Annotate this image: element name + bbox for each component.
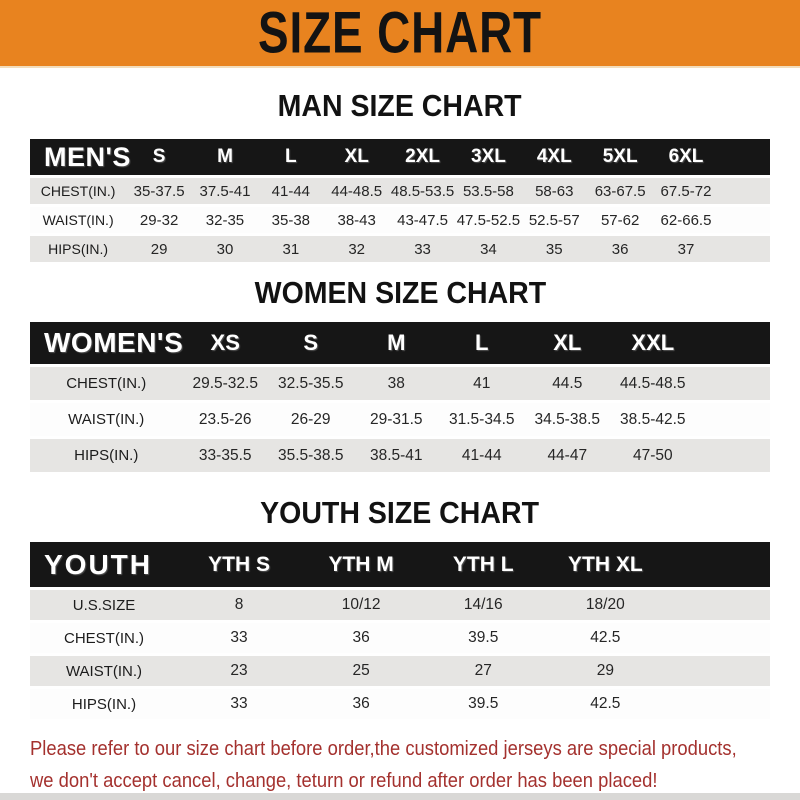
cell: 42.5	[590, 695, 621, 712]
cell: 44.5-48.5	[620, 374, 686, 392]
table-row	[30, 178, 770, 204]
cell: 48.5-53.5	[390, 182, 455, 200]
cell: 32-35	[205, 211, 245, 229]
cell: 36	[611, 240, 629, 258]
cell: 52.5-57	[528, 211, 580, 229]
cell-spacer	[696, 367, 770, 400]
header-spacer	[696, 322, 770, 364]
cell: 8	[234, 596, 244, 613]
youth-section-heading-text: YOUTH SIZE CHART	[260, 495, 540, 530]
table-row	[30, 403, 770, 436]
column-header: 2XL	[390, 139, 456, 175]
disclaimer-line-2: we don't accept cancel, change, teturn or refund after order has been placed!	[30, 770, 658, 792]
cell-spacer	[696, 403, 770, 436]
table-title: WOMEN'S	[30, 322, 182, 364]
cell: 38-43	[337, 211, 376, 229]
banner-title: SIZE CHART	[258, 0, 542, 66]
cell: 34.5-38.5	[534, 410, 601, 428]
women-section-heading-text: WOMEN SIZE CHART	[254, 275, 546, 310]
cell: 38.5-42.5	[620, 410, 686, 428]
cell: 35.5-38.5	[277, 446, 344, 464]
row-label: HIPS(IN.)	[48, 241, 109, 257]
column-header: YTH XL	[544, 542, 666, 587]
cell: 34	[480, 240, 497, 258]
cell: 37	[677, 240, 695, 258]
column-header: XL	[324, 139, 390, 175]
cell-spacer	[696, 439, 770, 472]
men-section-heading	[0, 90, 800, 122]
cell: 14/16	[463, 596, 503, 613]
header-spacer	[666, 542, 770, 587]
cell: 44-47	[547, 446, 588, 464]
column-header: S	[126, 139, 192, 175]
youth-section	[0, 497, 800, 722]
cell: 53.5-58	[462, 182, 514, 200]
cell: 39.5	[468, 695, 499, 712]
women-section-heading	[0, 277, 800, 309]
row-label: CHEST(IN.)	[40, 183, 116, 199]
cell: 29	[150, 240, 168, 258]
cell-spacer	[719, 178, 770, 204]
column-header: L	[258, 139, 324, 175]
cell: 35	[545, 240, 563, 258]
table-row	[30, 590, 770, 620]
row-label: CHEST(IN.)	[66, 375, 147, 392]
row-label: HIPS(IN.)	[71, 695, 137, 713]
column-header: 5XL	[587, 139, 653, 175]
cell: 29.5-32.5	[192, 374, 258, 392]
column-header: XS	[182, 322, 268, 364]
cell: 25	[352, 662, 370, 679]
cell: 41	[473, 374, 491, 392]
cell-spacer	[666, 623, 770, 653]
youth-section-heading	[0, 497, 800, 529]
cell: 29	[596, 662, 614, 679]
men-size-table	[30, 136, 770, 265]
youth-size-table	[30, 539, 770, 722]
table-row	[30, 207, 770, 233]
cell: 30	[216, 240, 234, 258]
women-size-table	[30, 319, 770, 475]
cell: 33	[230, 629, 248, 646]
column-header: 6XL	[653, 139, 719, 175]
cell: 47-50	[632, 446, 673, 464]
cell: 44.5	[552, 374, 583, 392]
cell: 29-32	[139, 211, 179, 229]
cell: 43-47.5	[397, 211, 448, 229]
cell-spacer	[719, 207, 770, 233]
column-header: M	[192, 139, 258, 175]
header-row	[30, 542, 770, 587]
banner	[0, 0, 800, 68]
header-row	[30, 322, 770, 364]
column-header: YTH M	[300, 542, 422, 587]
cell: 38	[387, 374, 405, 392]
disclaimer-line-1: Please refer to our size chart before order,the customized jerseys are special products,	[30, 738, 737, 760]
men-section	[0, 90, 800, 265]
cell: 23	[230, 662, 248, 679]
cell: 62-66.5	[660, 211, 712, 229]
row-label: WAIST(IN.)	[65, 662, 143, 680]
column-header: 3XL	[455, 139, 521, 175]
table-row	[30, 367, 770, 400]
cell: 57-62	[600, 211, 640, 229]
column-header: YTH L	[422, 542, 544, 587]
header-row	[30, 139, 770, 175]
cell: 26-29	[290, 410, 331, 428]
cell: 63-67.5	[594, 182, 646, 200]
cell: 44-48.5	[331, 182, 383, 200]
row-label: U.S.SIZE	[72, 596, 136, 614]
cell-spacer	[666, 590, 770, 620]
row-label: CHEST(IN.)	[64, 629, 144, 647]
column-header: XL	[525, 322, 611, 364]
cell: 41-44	[271, 182, 311, 200]
cell: 35-37.5	[133, 182, 185, 200]
column-header: XXL	[610, 322, 696, 364]
column-header: L	[439, 322, 525, 364]
cell: 33-35.5	[198, 446, 252, 464]
cell: 42.5	[590, 629, 621, 646]
cell: 27	[474, 662, 492, 679]
row-label: WAIST(IN.)	[68, 411, 145, 428]
cell-spacer	[666, 689, 770, 719]
cell: 31.5-34.5	[449, 410, 515, 428]
women-section	[0, 277, 800, 475]
column-header: 4XL	[521, 139, 587, 175]
cell: 32	[348, 240, 366, 258]
cell: 32.5-35.5	[277, 374, 344, 392]
cell: 35-38	[271, 211, 311, 229]
cell: 37.5-41	[199, 182, 251, 200]
cell: 36	[352, 629, 370, 646]
table-row	[30, 439, 770, 472]
cell: 36	[352, 695, 370, 712]
row-label: WAIST(IN.)	[42, 212, 114, 228]
men-section-heading-text: MAN SIZE CHART	[277, 88, 523, 123]
table-title: YOUTH	[30, 542, 178, 587]
cell: 33	[230, 695, 248, 712]
bottom-strip	[0, 793, 800, 800]
cell: 10/12	[341, 596, 381, 613]
cell: 23.5-26	[198, 410, 252, 428]
table-row	[30, 656, 770, 686]
column-header: YTH S	[178, 542, 300, 587]
cell: 31	[282, 240, 300, 258]
row-label: HIPS(IN.)	[74, 447, 139, 464]
table-row	[30, 689, 770, 719]
column-header: M	[353, 322, 439, 364]
cell: 47.5-52.5	[456, 211, 521, 229]
column-header: S	[268, 322, 354, 364]
cell: 39.5	[468, 629, 499, 646]
table-row	[30, 623, 770, 653]
cell-spacer	[666, 656, 770, 686]
header-spacer	[719, 139, 770, 175]
cell: 58-63	[535, 182, 574, 200]
cell-spacer	[719, 236, 770, 262]
cell: 41-44	[461, 446, 502, 464]
cell: 29-31.5	[369, 410, 423, 428]
cell: 33	[414, 240, 431, 258]
cell: 38.5-41	[369, 446, 423, 464]
cell: 18/20	[585, 596, 625, 613]
disclaimer	[30, 736, 800, 794]
cell: 67.5-72	[660, 182, 712, 200]
table-row	[30, 236, 770, 262]
table-title: MEN'S	[30, 139, 126, 175]
